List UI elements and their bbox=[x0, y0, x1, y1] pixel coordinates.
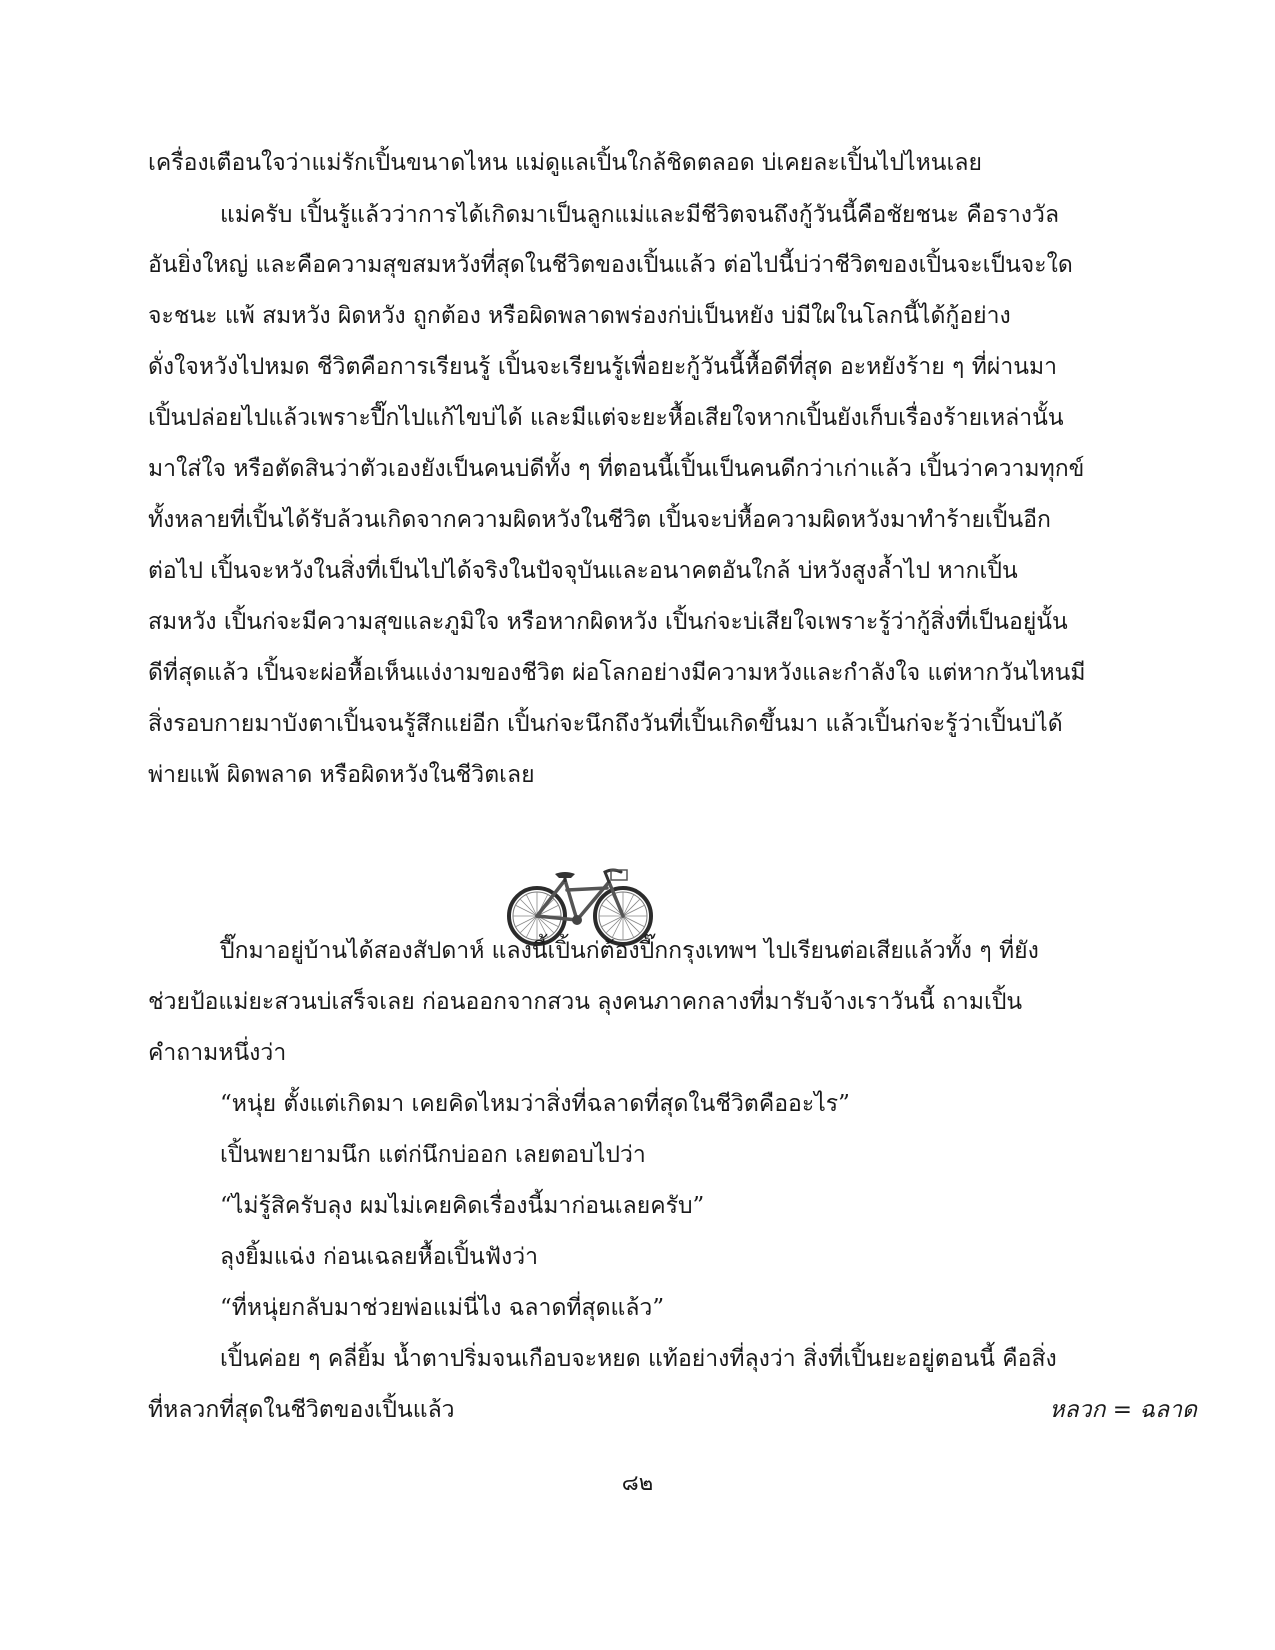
paragraph-line: เปิ้นปล่อยไปแล้วเพราะปี๊กไปแก้ไขบ่ได้ และมีแต่จะยะหื้อเสียใจหากเปิ้นยังเก็บเรื่องร้ายเหล่านั้น bbox=[148, 405, 1064, 431]
paragraph-line: ต่อไป เปิ้นจะหวังในสิ่งที่เป็นไปได้จริงในปัจจุบันและอนาคตอันใกล้ บ่หวังสูงล้ำไป หากเปิ้น bbox=[148, 558, 1018, 584]
page-number: ๘๒ bbox=[621, 1471, 654, 1496]
paragraph-line: พ่ายแพ้ ผิดพลาด หรือผิดหวังในชีวิตเลย bbox=[148, 762, 535, 788]
paragraph-line: ทั้งหลายที่เปิ้นได้รับล้วนเกิดจากความผิดหวังในชีวิต เปิ้นจะบ่หื้อความผิดหวังมาทำร้ายเปิ้นอีก bbox=[148, 507, 1051, 533]
dialogue-line: “ไม่รู้สิครับลุง ผมไม่เคยคิดเรื่องนี้มาก่อนเลยครับ” bbox=[220, 1193, 705, 1219]
paragraph-line: สิ่งรอบกายมาบังตาเปิ้นจนรู้สึกแย่อีก เปิ้นก่จะนึกถึงวันที่เปิ้นเกิดขึ้นมา แล้วเปิ้นก่จะรู้ว่าเปิ้นบ่ได้ bbox=[148, 711, 1063, 737]
paragraph-line: จะชนะ แพ้ สมหวัง ผิดหวัง ถูกต้อง หรือผิดพลาดพร่องก่บ่เป็นหยัง บ่มีใผในโลกนี้ได้กู้อย่าง bbox=[148, 303, 1011, 329]
bicycle-icon bbox=[505, 860, 655, 948]
paragraph-line: อันยิ่งใหญ่ และคือความสุขสมหวังที่สุดในชีวิตของเปิ้นแล้ว ต่อไปนี้บ่ว่าชีวิตของเปิ้นจะเป็นจะใด bbox=[148, 252, 1073, 278]
paragraph-line: แม่ครับ เปิ้นรู้แล้วว่าการได้เกิดมาเป็นลูกแม่และมีชีวิตจนถึงกู้วันนี้คือชัยชนะ คือรางวัล bbox=[220, 202, 1060, 228]
paragraph-line: มาใส่ใจ หรือตัดสินว่าตัวเองยังเป็นคนบ่ดีทั้ง ๆ ที่ตอนนี้เปิ้นเป็นคนดีกว่าเก่าแล้ว เปิ้นว่าความทุกข์ bbox=[148, 456, 1085, 482]
paragraph-line: ช่วยป้อแม่ยะสวนบ่เสร็จเลย ก่อนออกจากสวน ลุงคนภาคกลางที่มารับจ้างเราวันนี้ ถามเปิ้น bbox=[148, 989, 1023, 1015]
paragraph-line: ลุงยิ้มแฉ่ง ก่อนเฉลยหื้อเปิ้นฟังว่า bbox=[220, 1244, 539, 1270]
paragraph-line: ดั่งใจหวังไปหมด ชีวิตคือการเรียนรู้ เปิ้นจะเรียนรู้เพื่อยะกู้วันนี้หื้อดีที่สุด อะหยังร้าย ๆ ที่ผ่านมา bbox=[148, 354, 1058, 380]
paragraph-line: เปิ้นพยายามนึก แต่ก่นึกบ่ออก เลยตอบไปว่า bbox=[220, 1142, 646, 1168]
dialogue-line: “หนุ่ย ตั้งแต่เกิดมา เคยคิดไหมว่าสิ่งที่ฉลาดที่สุดในชีวิตคืออะไร” bbox=[220, 1091, 850, 1117]
paragraph-line: เครื่องเตือนใจว่าแม่รักเปิ้นขนาดไหน แม่ดูแลเปิ้นใกล้ชิดตลอด บ่เคยละเปิ้นไปไหนเลย bbox=[148, 150, 982, 176]
paragraph-line: เปิ้นค่อย ๆ คลี่ยิ้ม น้ำตาปริ่มจนเกือบจะหยด แท้อย่างที่ลุงว่า สิ่งที่เปิ้นยะอยู่ตอนนี้ คือสิ่ง bbox=[220, 1346, 1057, 1372]
paragraph-line: ปี๊กมาอยู่บ้านได้สองสัปดาห์ แลงนี้เปิ้นก่ต้องปี๊กกรุงเทพฯ ไปเรียนต่อเสียแล้วทั้ง ๆ ที่ยัง bbox=[220, 938, 1039, 964]
paragraph-line: คำถามหนึ่งว่า bbox=[148, 1040, 287, 1066]
paragraph-line: ดีที่สุดแล้ว เปิ้นจะผ่อหื้อเห็นแง่งามของชีวิต ผ่อโลกอย่างมีความหวังและกำลังใจ แต่หากวันไหนมี bbox=[148, 660, 1086, 686]
paragraph-line: สมหวัง เปิ้นก่จะมีความสุขและภูมิใจ หรือหากผิดหวัง เปิ้นก่จะบ่เสียใจเพราะรู้ว่ากู้สิ่งที่เป็นอยู่นั้น bbox=[148, 609, 1068, 635]
glossary-note: หลวก = ฉลาด bbox=[1049, 1397, 1197, 1423]
paragraph-line: ที่หลวกที่สุดในชีวิตของเปิ้นแล้ว bbox=[148, 1397, 455, 1423]
dialogue-line: “ที่หนุ่ยกลับมาช่วยพ่อแม่นี่ไง ฉลาดที่สุดแล้ว” bbox=[220, 1295, 665, 1321]
